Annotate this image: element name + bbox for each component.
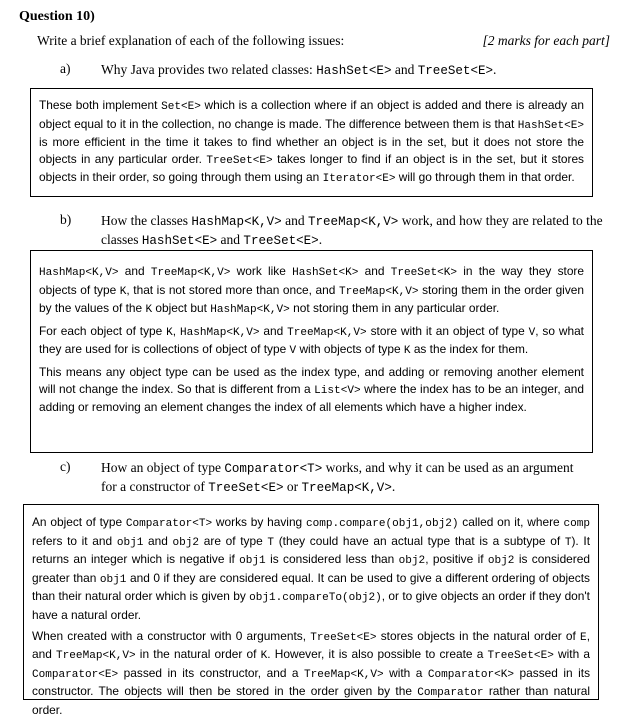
code-term: TreeMap<K,V> <box>150 267 231 279</box>
part-a-question <box>101 61 601 80</box>
text-run: and <box>281 213 308 228</box>
code-term: obj1 <box>99 573 127 586</box>
code-term: K <box>260 650 268 663</box>
text-run: (they could have an actual type that is a subtype of <box>274 533 565 548</box>
code-term: HashSet<E> <box>141 234 218 248</box>
code-term: Comparator<T> <box>125 518 213 530</box>
code-term: obj1.compareTo(obj2) <box>249 592 382 605</box>
text-run: How an object of type <box>101 460 225 475</box>
text-run: takes longer to find if an object is in the set, but it stores objects in their order, so going through them using an <box>39 151 584 185</box>
code-term: TreeMap<K,V> <box>56 650 136 663</box>
text-run: . <box>391 479 396 494</box>
code-term: TreeSet<E> <box>208 481 284 495</box>
code-term: TreeSet<E> <box>487 650 554 663</box>
code-term: K <box>166 326 173 339</box>
text-run: work, and how they are related to the classes <box>101 213 603 247</box>
part-c-question <box>101 459 581 497</box>
text-run: , positive if <box>425 552 488 567</box>
code-term: TreeSet<E> <box>243 234 319 248</box>
code-term: TreeSet<E> <box>417 64 494 78</box>
text-run: are of type <box>199 533 268 548</box>
code-term: comp.compare(obj1,obj2) <box>305 518 459 530</box>
part-a-answer-box <box>30 88 593 197</box>
code-term: TreeMap<K,V> <box>287 326 367 339</box>
text-run: not storing them in any particular order. <box>289 301 500 316</box>
code-term: comp <box>563 518 590 530</box>
code-term: T <box>564 536 572 549</box>
text-run: An object of type <box>32 515 126 529</box>
text-run: is considered greater than <box>32 552 590 585</box>
text-run: works by having <box>212 515 306 529</box>
text-run: , and <box>32 628 590 662</box>
code-term: Set<E> <box>161 101 201 113</box>
text-run: or <box>283 479 302 494</box>
text-run: is considered less than <box>265 552 399 567</box>
part-c-answer-box <box>23 504 599 717</box>
code-term: TreeSet<K> <box>390 267 457 279</box>
code-term: HashSet<K> <box>292 267 359 279</box>
code-term: obj1 <box>116 536 144 549</box>
code-term: obj2 <box>487 555 515 568</box>
code-term: TreeMap<K,V> <box>304 668 384 681</box>
question-title: Question 10) <box>19 9 95 24</box>
text-run: passed in its constructor, and a <box>118 665 305 680</box>
answer-paragraph <box>39 263 584 319</box>
part-b-question <box>101 212 609 250</box>
text-run: ). It returns an integer which is negative if <box>32 533 591 567</box>
code-term: HashMap<K,V> <box>179 326 260 339</box>
text-run: store with it an object of type <box>366 323 529 338</box>
code-term: Comparator <box>417 687 484 700</box>
part-b-label: b) <box>60 212 72 227</box>
code-term: Comparator<K> <box>427 668 515 681</box>
code-term: TreeMap<K,V> <box>307 215 399 229</box>
marks-note: [2 marks for each part] <box>482 33 610 48</box>
text-run: These both implement <box>39 98 162 112</box>
text-run: storing them in the order given by the values of the <box>39 282 584 316</box>
text-run: where the index has to be an integer, and adding or removing an element changes the index of all elements which have a higher index. <box>39 381 584 415</box>
code-term: TreeMap<K,V> <box>338 285 419 298</box>
text-run: refers to it and <box>32 533 117 548</box>
code-term: TreeSet<E> <box>206 154 273 167</box>
code-term: K <box>119 285 127 298</box>
text-run: When created with a constructor with 0 arguments, <box>32 628 311 643</box>
code-term: HashSet<E> <box>316 64 392 78</box>
code-term: TreeMap<K,V> <box>301 481 392 495</box>
code-term: obj2 <box>172 536 200 549</box>
code-term: K <box>145 304 153 317</box>
text-run: called on it, where <box>458 515 564 529</box>
text-run: in the natural order of <box>135 647 261 662</box>
text-run: as the index for them. <box>410 342 529 357</box>
question-instruction: Write a brief explanation of each of the following issues: <box>37 33 345 48</box>
code-term: HashMap<K,V> <box>210 304 290 317</box>
part-c-label: c) <box>60 459 71 474</box>
text-run: , so what they are used for is collections of object of type <box>39 323 584 357</box>
code-term: Comparator<T> <box>224 462 323 476</box>
text-run: . However, it is also possible to create a <box>267 647 488 662</box>
code-term: V <box>289 345 297 358</box>
text-run: work like <box>230 264 293 278</box>
code-term: T <box>267 536 275 549</box>
text-run: and 0 if they are considered equal. It can be used to give a different ordering of objects than their natural order which is given by <box>32 570 590 604</box>
code-term: E <box>580 631 587 644</box>
code-term: Comparator<E> <box>32 668 119 681</box>
text-run: passed in its constructor. The objects will then be stored in the order given by the <box>32 665 591 699</box>
text-run: and <box>118 264 151 278</box>
code-term: HashSet<E> <box>517 119 584 132</box>
text-run: with objects of type <box>296 342 404 357</box>
text-run: How the classes <box>101 213 192 228</box>
text-run: is more efficient in the time it takes to find whether an object is in the set, but it does not store the objects in any particular order. <box>39 135 584 166</box>
text-run: will go through them in that order. <box>395 170 575 185</box>
text-run: and <box>143 533 173 548</box>
code-term: Iterator<E> <box>322 173 396 186</box>
code-term: List<V> <box>314 384 361 397</box>
text-run: and <box>391 62 418 77</box>
text-run: and <box>259 323 288 338</box>
text-run: and <box>358 264 391 278</box>
code-term: obj2 <box>398 555 426 568</box>
answer-paragraph <box>39 364 584 416</box>
text-run: Why Java provides two related classes: <box>101 62 317 77</box>
text-run: stores objects in the natural order of <box>376 628 581 643</box>
code-term: HashMap<K,V> <box>39 267 119 279</box>
text-run: . <box>318 232 323 247</box>
answer-paragraph <box>32 628 590 719</box>
code-term: K <box>403 345 411 358</box>
text-run: works, and why it can be used as an argument for a constructor of <box>101 460 574 494</box>
code-term: HashMap<K,V> <box>191 215 282 229</box>
answer-paragraph <box>32 514 590 624</box>
code-term: V <box>528 326 536 339</box>
text-run: with a <box>383 665 428 680</box>
code-term: obj1 <box>239 555 266 568</box>
part-a-label: a) <box>60 61 71 76</box>
answer-paragraph <box>39 323 584 360</box>
text-run: , or to give objects an order if they don't have a natural order. <box>32 589 590 622</box>
text-run: which is a collection where if an object is added and there is already an object equal to it in the collection, no change is made. The difference between them is that <box>39 98 584 131</box>
text-run: in the way they store objects of type <box>39 264 585 297</box>
text-run: For each object of type <box>39 323 167 338</box>
text-run: and <box>217 232 244 247</box>
text-run: object but <box>152 301 211 316</box>
text-run: , that is not stored more than once, and <box>126 282 339 297</box>
code-term: TreeSet<E> <box>310 631 377 644</box>
text-run: . <box>493 62 497 77</box>
answer-paragraph <box>39 97 584 188</box>
text-run: rather than natural order. <box>32 684 590 717</box>
part-b-answer-box <box>30 250 593 453</box>
text-run: with a <box>553 647 590 662</box>
text-run: , <box>172 323 180 338</box>
text-run: This means any object type can be used as the index type, and adding or removing another element will not change the index. So that is different from a <box>39 364 584 396</box>
